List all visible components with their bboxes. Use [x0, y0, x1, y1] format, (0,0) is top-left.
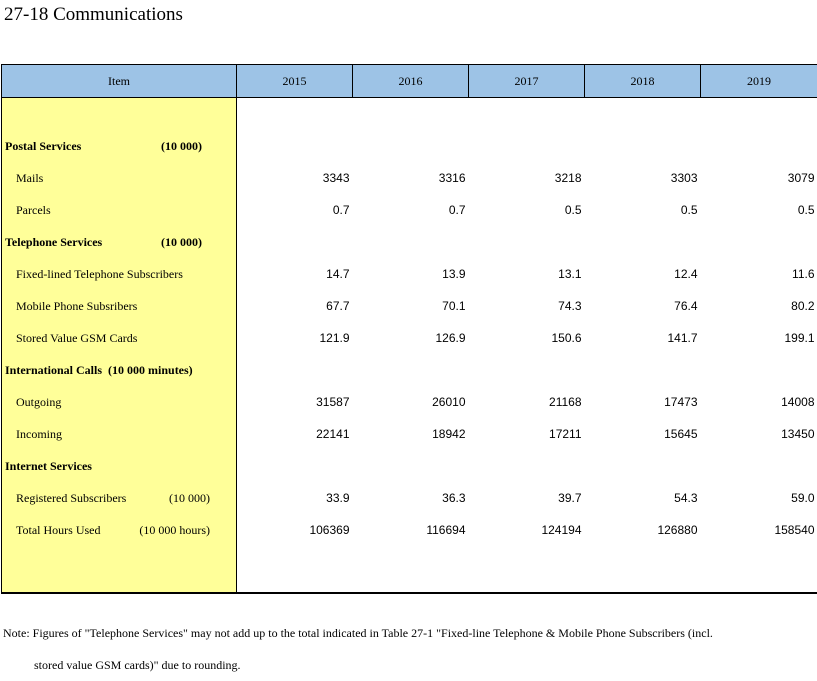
- row-label: [2, 482, 237, 514]
- column-header-item: Item: [2, 65, 237, 98]
- row-label: [2, 386, 237, 418]
- table-row: [2, 162, 817, 194]
- spacer-row: [2, 546, 817, 593]
- unit-label: (10 000 hours): [139, 523, 236, 538]
- communications-table: [1, 64, 817, 594]
- section-label: Telephone Services: [5, 235, 102, 250]
- value-cell: 12.4: [585, 258, 701, 290]
- value-cell: 0.7: [237, 194, 353, 226]
- value-cell: 67.7: [237, 290, 353, 322]
- unit-label: (10 000): [169, 491, 236, 506]
- section-header: [2, 226, 237, 258]
- value-cell: 22141: [237, 418, 353, 450]
- table-body: [2, 98, 817, 594]
- row-label-text: Total Hours Used: [16, 523, 100, 538]
- spacer-row: [2, 98, 817, 131]
- value-cell: 106369: [237, 514, 353, 546]
- value-cell: [237, 450, 353, 482]
- section-header: [2, 130, 237, 162]
- value-cell: 39.7: [469, 482, 585, 514]
- value-cell: 121.9: [237, 322, 353, 354]
- unit-label: (10 000): [161, 235, 236, 250]
- row-label-text: Outgoing: [16, 395, 61, 410]
- column-header-year: 2019: [701, 65, 817, 98]
- note-line-2: stored value GSM cards)" due to rounding.: [3, 649, 813, 681]
- page-title: 27-18 Communications: [4, 4, 183, 26]
- value-cell: 18942: [353, 418, 469, 450]
- value-cell: [585, 130, 701, 162]
- value-cell: 11.6: [701, 258, 817, 290]
- value-cell: [469, 130, 585, 162]
- row-label-text: Stored Value GSM Cards: [16, 331, 137, 346]
- column-header-year: 2015: [237, 65, 353, 98]
- value-cell: 158540: [701, 514, 817, 546]
- value-cell: [585, 226, 701, 258]
- value-cell: 15645: [585, 418, 701, 450]
- value-cell: [353, 226, 469, 258]
- table-row: [2, 386, 817, 418]
- value-cell: [237, 130, 353, 162]
- value-cell: 3316: [353, 162, 469, 194]
- value-cell: 126.9: [353, 322, 469, 354]
- value-cell: 116694: [353, 514, 469, 546]
- value-cell: 14008: [701, 386, 817, 418]
- value-cell: 21168: [469, 386, 585, 418]
- value-cell: 199.1: [701, 322, 817, 354]
- row-label-text: Mobile Phone Subsribers: [16, 299, 137, 314]
- section-header: [2, 354, 237, 386]
- row-label: [2, 290, 237, 322]
- table-row: [2, 194, 817, 226]
- value-cell: [701, 130, 817, 162]
- table-row: [2, 290, 817, 322]
- value-cell: [585, 450, 701, 482]
- value-cell: [237, 354, 353, 386]
- item-cell-empty: [2, 98, 237, 131]
- value-cell: [353, 130, 469, 162]
- value-cell: 150.6: [469, 322, 585, 354]
- section-row: [2, 450, 817, 482]
- value-cell: 0.5: [701, 194, 817, 226]
- section-label: International Calls: [5, 363, 102, 378]
- section-header: [2, 450, 237, 482]
- table-row: [2, 514, 817, 546]
- value-cell: 26010: [353, 386, 469, 418]
- column-header-year: 2016: [353, 65, 469, 98]
- value-cell: 33.9: [237, 482, 353, 514]
- table-row: [2, 258, 817, 290]
- value-cell: 17211: [469, 418, 585, 450]
- table-row: [2, 482, 817, 514]
- row-label: [2, 514, 237, 546]
- table-note: [3, 617, 813, 681]
- value-cell: 141.7: [585, 322, 701, 354]
- row-label: [2, 162, 237, 194]
- row-label: [2, 258, 237, 290]
- value-cell: 126880: [585, 514, 701, 546]
- value-cell: 13.1: [469, 258, 585, 290]
- value-cell: [469, 450, 585, 482]
- value-cell: [353, 354, 469, 386]
- value-cell: [353, 450, 469, 482]
- value-cell: 0.5: [469, 194, 585, 226]
- value-cell: 3303: [585, 162, 701, 194]
- value-cell: [237, 226, 353, 258]
- value-cell: 3079: [701, 162, 817, 194]
- section-row: [2, 130, 817, 162]
- value-cell: 70.1: [353, 290, 469, 322]
- value-cell: [469, 354, 585, 386]
- value-cell: 59.0: [701, 482, 817, 514]
- value-cell: 124194: [469, 514, 585, 546]
- value-cell: [701, 354, 817, 386]
- row-label: [2, 322, 237, 354]
- row-label-text: Registered Subscribers: [16, 491, 126, 506]
- row-label: [2, 194, 237, 226]
- value-cell: 14.7: [237, 258, 353, 290]
- value-cell: 54.3: [585, 482, 701, 514]
- value-cell: 76.4: [585, 290, 701, 322]
- row-label-text: Fixed-lined Telephone Subscribers: [16, 267, 183, 282]
- column-header-year: 2018: [585, 65, 701, 98]
- table-row: [2, 322, 817, 354]
- row-label: [2, 418, 237, 450]
- value-cell: 36.3: [353, 482, 469, 514]
- column-header-year: 2017: [469, 65, 585, 98]
- value-cell: 17473: [585, 386, 701, 418]
- unit-label: (10 000): [161, 139, 236, 154]
- value-cell: 0.7: [353, 194, 469, 226]
- section-label: Internet Services: [5, 459, 92, 474]
- value-cell: 80.2: [701, 290, 817, 322]
- section-row: [2, 226, 817, 258]
- row-label-text: Parcels: [16, 203, 51, 218]
- row-label-text: Incoming: [16, 427, 62, 442]
- value-cell: 13.9: [353, 258, 469, 290]
- value-cell: 3343: [237, 162, 353, 194]
- value-cell: 74.3: [469, 290, 585, 322]
- value-cell: [469, 226, 585, 258]
- value-cell: [701, 226, 817, 258]
- header-row: [2, 65, 817, 98]
- table-row: [2, 418, 817, 450]
- value-cell: 13450: [701, 418, 817, 450]
- unit-label: (10 000 minutes): [102, 363, 227, 377]
- section-row: [2, 354, 817, 386]
- value-cell: 0.5: [585, 194, 701, 226]
- section-label: Postal Services: [5, 139, 81, 154]
- note-line-1: Note: Figures of "Telephone Services" may not add up to the total indicated in Table 27-1 "Fixed-line Telephone & Mobile Phone Subscribers (incl.: [3, 626, 713, 640]
- value-cell: [701, 450, 817, 482]
- value-cell: 31587: [237, 386, 353, 418]
- value-cell: 3218: [469, 162, 585, 194]
- value-cell: [585, 354, 701, 386]
- item-cell-empty: [2, 546, 237, 593]
- row-label-text: Mails: [16, 171, 43, 186]
